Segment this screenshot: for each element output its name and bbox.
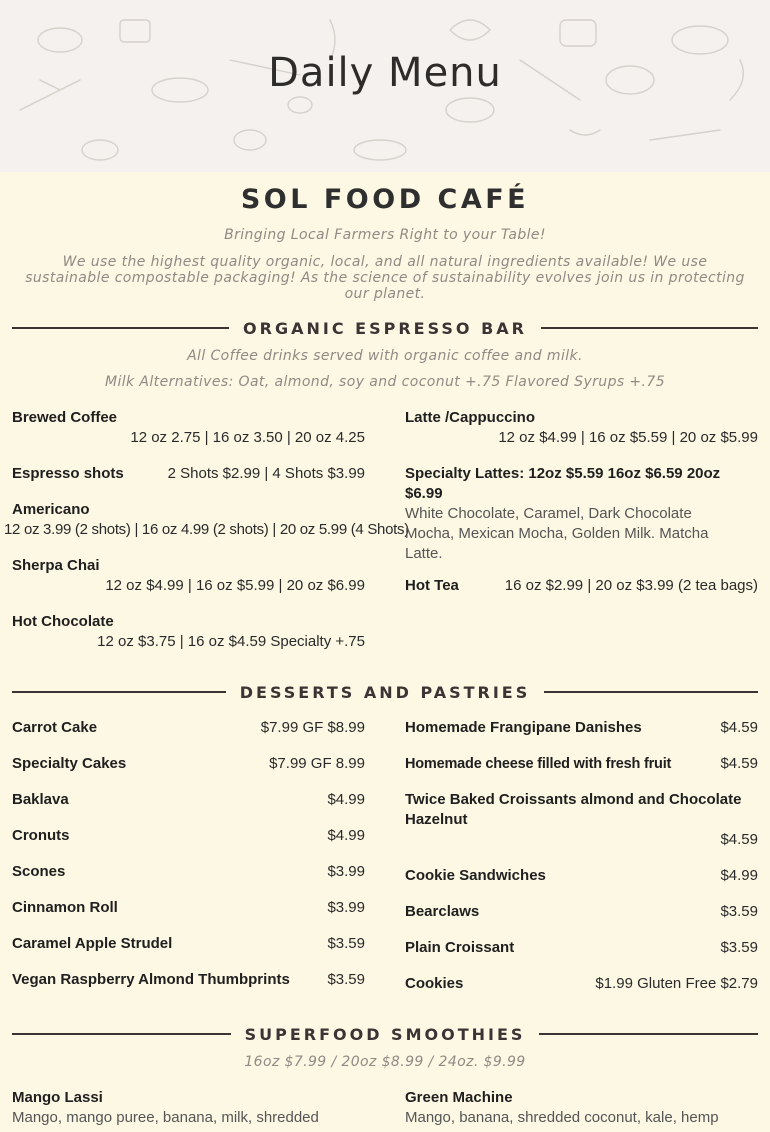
menu-item-name: Brewed Coffee [12,409,118,426]
menu-item [12,970,365,990]
menu-item-name: Americano [12,501,90,518]
menu-item [12,612,365,652]
divider [12,1033,231,1035]
menu-item-price: $3.99 [327,899,365,916]
espresso-section-title: ORGANIC ESPRESSO BAR [243,318,527,338]
menu-item [405,576,758,596]
menu-item-price: $7.99 GF $8.99 [260,719,365,736]
menu-item [405,408,758,448]
menu-item-price: $4.59 [720,755,758,772]
menu-item-price: $3.59 [720,939,758,956]
menu-item-name: Plain Croissant [405,939,515,956]
menu-item-description: White Chocolate, Caramel, Dark Chocolate Mocha, Mexican Mocha, Golden Milk. Matcha Latte. [405,505,709,562]
menu-item-price: 12 oz $4.99 | 16 oz $5.59 | 20 oz $5.99 [498,429,758,446]
hero-banner [0,0,770,172]
cafe-mission: We use the highest quality organic, local, and all natural ingredients available! We use sustainable compostable packaging! As the science of sustainability evolves join us in protecting our planet. [25,254,745,302]
menu-item [12,754,365,774]
menu-item [405,790,758,850]
cafe-tagline: Bringing Local Farmers Right to your Table! [224,227,546,243]
smoothies-right-column [405,1088,758,1128]
menu-item [12,464,365,484]
menu-item-price: $1.99 Gluten Free $2.79 [595,975,758,992]
menu-item [405,718,758,738]
divider [12,327,229,329]
espresso-section-heading [12,318,758,338]
menu-item [12,826,365,846]
desserts-section-heading [12,682,758,702]
menu-item-description: Mango, mango puree, banana, milk, shredded [12,1109,319,1126]
menu-item-price: 12 oz 2.75 | 16 oz 3.50 | 20 oz 4.25 [130,429,365,446]
menu-item-name: Cookie Sandwiches [405,867,546,884]
smoothies-section-title: SUPERFOOD SMOOTHIES [244,1024,526,1044]
menu-item-description: Mango, banana, shredded coconut, kale, hemp [405,1109,719,1126]
menu-item [4,500,409,540]
menu-item-name: Sherpa Chai [12,557,100,574]
menu-item-name: Baklava [12,791,69,808]
menu-item-price: 12 oz $4.99 | 16 oz $5.99 | 20 oz $6.99 [105,577,365,594]
espresso-note-coffee: All Coffee drinks served with organic coffee and milk. [187,348,583,364]
menu-item-name: Green Machine [405,1089,513,1106]
menu-item-name: Espresso shots [12,465,124,482]
divider [544,691,758,693]
menu-item-name: Bearclaws [405,903,480,920]
menu-item-price: 16 oz $2.99 | 20 oz $3.99 (2 tea bags) [504,577,758,594]
menu-item-price: 2 Shots $2.99 | 4 Shots $3.99 [167,465,365,482]
menu-item-price: $7.99 GF 8.99 [269,755,365,772]
menu-item-price: $4.99 [327,791,365,808]
smoothies-price-note: 16oz $7.99 / 20oz $8.99 / 24oz. $9.99 [244,1054,526,1070]
menu-item-name: Scones [12,863,66,880]
menu-item-price: $3.59 [327,935,365,952]
menu-item-price: $3.99 [327,863,365,880]
menu-item-price: 12 oz 3.99 (2 shots) | 16 oz 4.99 (2 shots) | 20 oz 5.99 (4 Shots) [4,521,409,538]
menu-item [12,862,365,882]
menu-item [12,408,365,448]
menu-item [405,866,758,886]
menu-item-name: Cronuts [12,827,70,844]
menu-item-name: Specialty Cakes [12,755,127,772]
menu-item-price: $4.59 [720,831,758,848]
menu-item-price: $3.59 [720,903,758,920]
menu-item-name: Cookies [405,975,464,992]
menu-item-name: Hot Tea [405,577,459,594]
menu-item-name: Hot Chocolate [12,613,114,630]
cafe-name: SOL FOOD CAFÉ [240,184,530,215]
page-title: Daily Menu [268,50,502,96]
menu-item [405,464,745,564]
menu-item-name: Cinnamon Roll [12,899,118,916]
menu-item [12,790,365,810]
menu-item-price: $4.99 [327,827,365,844]
smoothies-left-column [12,1088,365,1128]
menu-item-price: $4.59 [720,719,758,736]
divider [541,327,758,329]
smoothies-section-heading [12,1024,758,1044]
desserts-section-title: DESSERTS AND PASTRIES [239,682,531,702]
menu-item [405,938,758,958]
menu-item [405,974,758,994]
divider [539,1033,758,1035]
menu-item-name: Mango Lassi [12,1089,103,1106]
menu-item-name: Homemade cheese filled with fresh fruit [405,756,672,772]
menu-item-name: Latte /Cappuccino [405,409,536,426]
menu-item [12,898,365,918]
menu-item-name: Carrot Cake [12,719,98,736]
menu-item-price: 12 oz $3.75 | 16 oz $4.59 Specialty +.75 [97,633,365,650]
menu-item-name: Homemade Frangipane Danishes [405,719,642,736]
divider [12,691,226,693]
menu-item-price: $4.99 [720,867,758,884]
espresso-note-alternatives: Milk Alternatives: Oat, almond, soy and coconut +.75 Flavored Syrups +.75 [105,374,665,390]
menu-item [405,754,758,774]
menu-item [12,556,365,596]
menu-item [405,902,758,922]
menu-item-price: $3.59 [327,971,365,988]
menu-item-name: Vegan Raspberry Almond Thumbprints [12,971,290,988]
menu-item-name: Caramel Apple Strudel [12,935,173,952]
menu-item-name: Twice Baked Croissants almond and Chocolate Hazelnut [405,791,742,828]
menu-item [12,934,365,954]
menu-item [12,718,365,738]
menu-item-name: Specialty Lattes: 12oz $5.59 16oz $6.59 20oz $6.99 [405,465,721,502]
